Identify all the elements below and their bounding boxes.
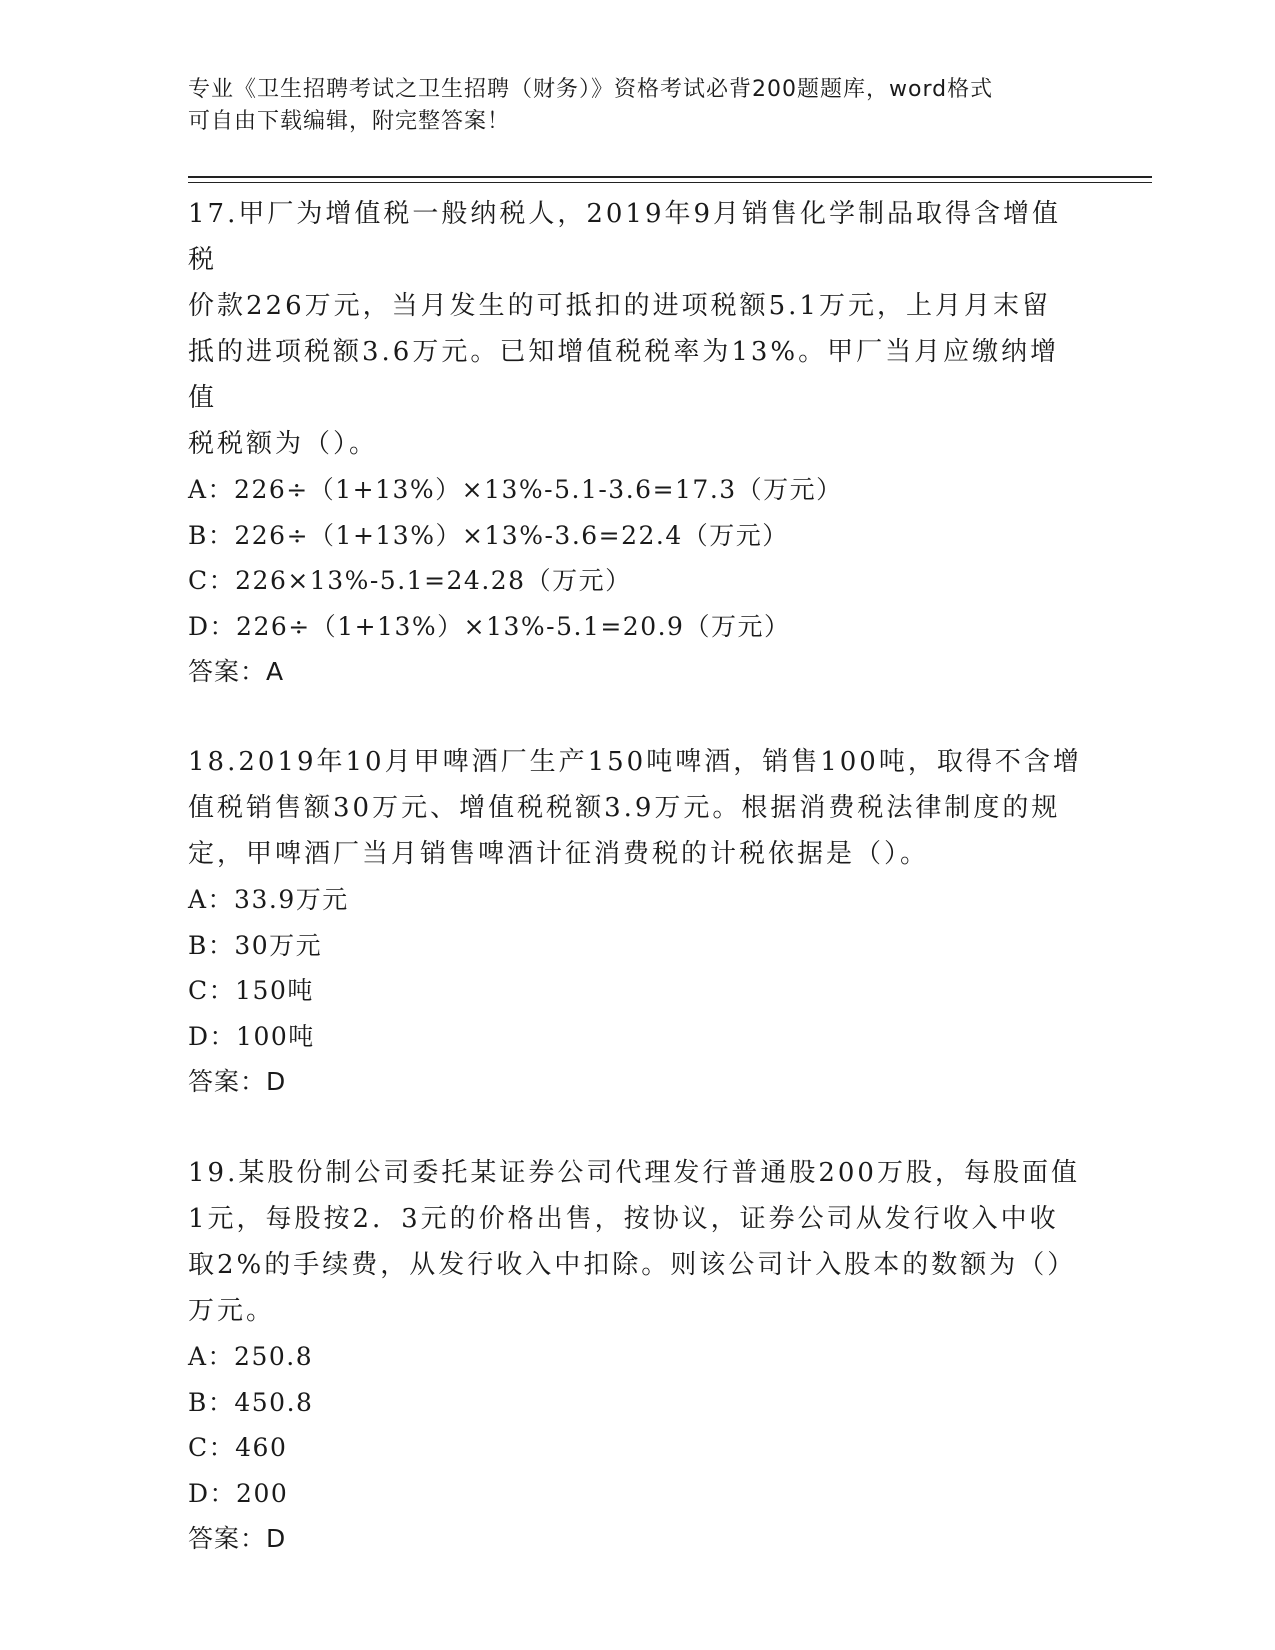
option-c: C：226×13%-5.1=24.28（万元） <box>188 566 632 595</box>
option-b: B：30万元 <box>188 930 323 960</box>
question-stem-line: 值税销售额30万元、增值税税额3.9万元。根据消费税法律制度的规 <box>188 793 1061 823</box>
header-line-1: 专业《卫生招聘考试之卫生招聘（财务）》资格考试必背200题题库，word格式 <box>188 77 994 102</box>
question-stem <box>188 1150 1088 1334</box>
option-a: A：226÷（1+13%）×13%-5.1-3.6=17.3（万元） <box>188 475 843 504</box>
document-header <box>188 74 1068 138</box>
question-stem <box>188 739 1088 877</box>
question-stem-line: 取2%的手续费，从发行收入中扣除。则该公司计入股本的数额为（） <box>188 1250 1077 1280</box>
question-list <box>188 191 1088 1562</box>
option-d: D：200 <box>188 1478 289 1508</box>
question-stem <box>188 191 1088 467</box>
question-stem-line: 19.某股份制公司委托某证券公司代理发行普通股200万股，每股面值 <box>188 1158 1080 1188</box>
question-19 <box>188 1150 1088 1562</box>
question-stem-line: 税税额为（）。 <box>188 429 379 459</box>
option-a: A：33.9万元 <box>188 885 349 914</box>
answer-label: 答案：D <box>188 1524 287 1553</box>
answer-label: 答案：A <box>188 657 285 686</box>
question-18 <box>188 739 1088 1105</box>
question-stem-line: 抵的进项税额3.6万元。已知增值税税率为13%。甲厂当月应缴纳增值 <box>188 337 1060 413</box>
option-d: D：100吨 <box>188 1021 315 1051</box>
header-rule-thick <box>188 176 1152 178</box>
option-b: B：450.8 <box>188 1387 314 1417</box>
option-d: D：226÷（1+13%）×13%-5.1=20.9（万元） <box>188 611 791 641</box>
question-stem-line: 18.2019年10月甲啤酒厂生产150吨啤酒，销售100吨，取得不含增 <box>188 747 1082 777</box>
question-stem-line: 万元。 <box>188 1296 276 1326</box>
header-line-2: 可自由下载编辑，附完整答案！ <box>188 109 511 134</box>
answer-label: 答案：D <box>188 1067 287 1096</box>
option-c: C：150吨 <box>188 976 314 1005</box>
question-stem-line: 定，甲啤酒厂当月销售啤酒计征消费税的计税依据是（）。 <box>188 839 930 869</box>
option-b: B：226÷（1+13%）×13%-3.6=22.4（万元） <box>188 520 789 550</box>
question-spacer <box>188 695 1088 739</box>
question-spacer <box>188 1105 1088 1150</box>
question-17 <box>188 191 1088 695</box>
question-stem-line: 1元，每股按2．3元的价格出售，按协议，证券公司从发行收入中收 <box>188 1204 1059 1234</box>
question-stem-line: 17.甲厂为增值税一般纳税人，2019年9月销售化学制品取得含增值税 <box>188 199 1062 275</box>
option-a: A：250.8 <box>188 1342 314 1371</box>
question-stem-line: 价款226万元，当月发生的可抵扣的进项税额5.1万元，上月月末留 <box>188 291 1051 321</box>
option-c: C：460 <box>188 1433 288 1462</box>
header-rule-thin <box>188 182 1152 183</box>
